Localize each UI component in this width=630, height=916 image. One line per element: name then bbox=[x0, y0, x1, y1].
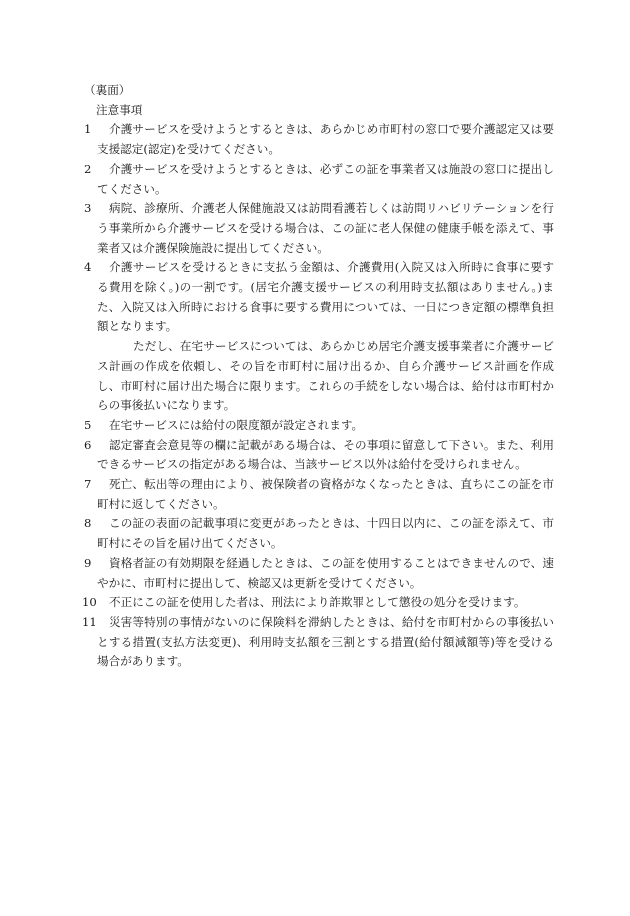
item-number: 7 bbox=[84, 477, 92, 492]
notice-item-5 bbox=[84, 416, 554, 436]
item-text: 不正にこの証を使用した者は、刑法により詐欺罪として懲役の処分を受けます。 bbox=[109, 595, 526, 610]
item-text: 病院、診療所、介護老人保健施設又は訪問看護若しくは訪問リハビリテーションを行う事業所から介護サービスを受ける場合は、この証に老人保健の健康手帳を添えて、事業者又は介護保険施設に提出してください。 bbox=[97, 201, 554, 255]
item-text: 資格者証の有効期限を経過したときは、この証を使用することはできませんので、速やかに、市町村に提出して、検認又は更新を受けてください。 bbox=[97, 555, 554, 590]
notice-item-4 bbox=[84, 258, 554, 416]
item-number: 3 bbox=[84, 201, 92, 216]
notice-item-2 bbox=[84, 160, 554, 199]
item-text: 在宅サービスには給付の限度額が設定されます。 bbox=[109, 417, 364, 432]
notice-heading: 注意事項 bbox=[96, 102, 143, 117]
item-text: 死亡、転出等の理由により、被保険者の資格がなくなったときは、直ちにこの証を市町村に返してください。 bbox=[97, 477, 554, 511]
item-number: 2 bbox=[84, 161, 92, 176]
notice-item-1 bbox=[84, 120, 554, 159]
item-number: 5 bbox=[84, 417, 92, 432]
item-number: 11 bbox=[82, 614, 97, 629]
notice-item-10 bbox=[84, 593, 554, 613]
notice-content bbox=[84, 81, 554, 672]
item-number: 1 bbox=[84, 122, 92, 137]
item-text: 介護サービスを受けようとするときは、あらかじめ市町村の窓口で要介護認定又は要支援認定(認定)を受けてください。 bbox=[97, 122, 554, 157]
item-proviso: ただし、在宅サービスについては、あらかじめ居宅介護支援事業者に介護サービス計画の作成を依頼し、その旨を市町村に届け出るか、自ら介護サービス計画を作成し、市町村に届け出た場合に限ります。これらの手続をしない場合は、給付は市町村からの事後払いになります。 bbox=[97, 339, 554, 413]
item-text: 介護サービスを受けるときに支払う金額は、介護費用(入院又は入所時に食事に要する費用を除く。)の一割です。(居宅介護支援サービスの利用時支払額はありません。)また、入院又は入所時における食事に要する費用については、一日につき定額の標準負担額となります。 bbox=[97, 260, 554, 334]
item-number: 4 bbox=[84, 260, 92, 275]
item-number: 10 bbox=[82, 595, 97, 610]
item-number: 8 bbox=[84, 516, 92, 531]
item-text: 認定審査会意見等の欄に記載がある場合は、その事項に留意して下さい。また、利用できるサービスの指定がある場合は、当該サービス以外は給付を受けられません。 bbox=[97, 437, 554, 472]
side-label: （裏面） bbox=[84, 83, 131, 97]
notice-item-3 bbox=[84, 199, 554, 258]
item-text: 災害等特別の事情がないのに保険料を滞納したときは、給付を市町村からの事後払いとする措置(支払方法変更)、利用時支払額を三割とする措置(給付額減額等)等を受ける場合があります。 bbox=[97, 614, 554, 669]
item-number: 6 bbox=[84, 437, 92, 452]
item-number: 9 bbox=[84, 555, 92, 570]
notice-item-9 bbox=[84, 554, 554, 593]
item-text: この証の表面の記載事項に変更があったときは、十四日以内に、この証を添えて、市町村にその旨を届け出てください。 bbox=[97, 516, 554, 551]
notice-item-7 bbox=[84, 475, 554, 514]
notice-item-11 bbox=[84, 613, 554, 672]
notice-item-6 bbox=[84, 436, 554, 475]
notice-list bbox=[84, 120, 554, 672]
notice-item-8 bbox=[84, 514, 554, 553]
item-text: 介護サービスを受けようとするときは、必ずこの証を事業者又は施設の窓口に提出してください。 bbox=[97, 161, 554, 196]
